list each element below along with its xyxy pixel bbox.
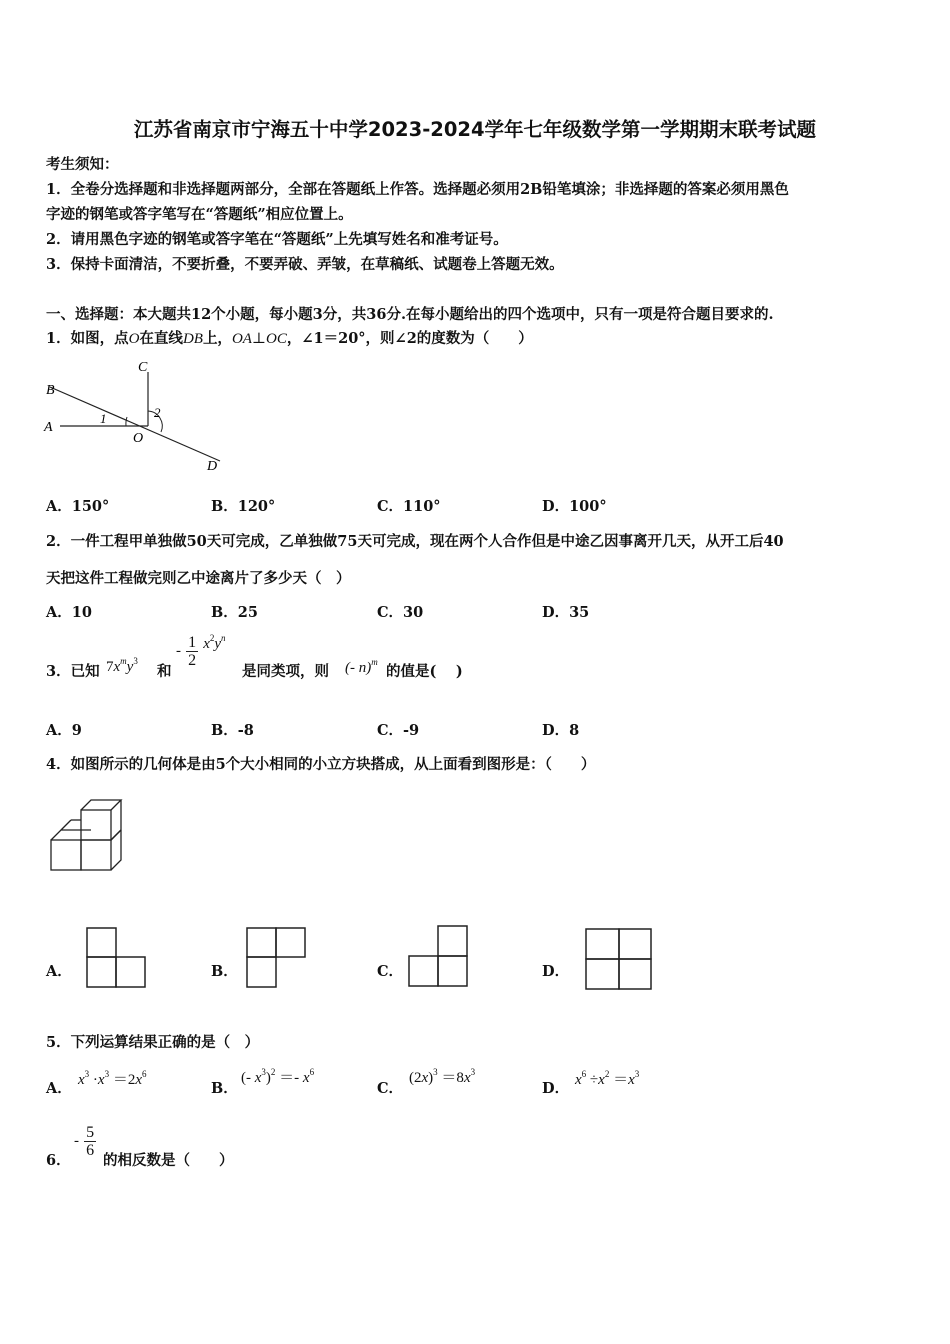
angle-label-2: 2	[154, 405, 161, 420]
q4-option-d-label[interactable]: D．	[542, 963, 570, 980]
q2-option-d[interactable]: D．35	[542, 604, 590, 621]
q5-option-c-expression[interactable]: $(2x)^3 =8x^3$	[409, 1067, 476, 1086]
q3-option-c[interactable]: C．-9	[377, 722, 420, 739]
q5-option-b-label[interactable]: B．	[211, 1080, 238, 1097]
angle-label-1: 1	[100, 411, 107, 426]
q2-option-b[interactable]: B．25	[211, 604, 258, 621]
label-A: A	[44, 420, 53, 435]
question-3-and: 和	[157, 663, 172, 680]
q4-option-b-figure[interactable]	[244, 925, 308, 991]
notice-item: 字迹的钢笔或答字笔写在“答题纸”相应位置上。	[46, 206, 353, 223]
label-O: O	[133, 431, 144, 446]
question-6-fraction: - $\frac{5}{6}$	[74, 1124, 95, 1159]
notice-heading: 考生须知：	[46, 156, 119, 173]
expression-3: (- n)$^m$	[345, 657, 378, 676]
q4-option-a-label[interactable]: A．	[46, 963, 72, 980]
q3-option-b[interactable]: B．-8	[211, 722, 254, 739]
label-D: D	[207, 459, 218, 474]
question-2-stem: 2．一件工程甲单独做50天可完成，乙单独做75天可完成，现在两个人合作但是中途乙因事离开几天，从开工后40	[46, 533, 784, 550]
q5-option-a-expression[interactable]: $x^3 \cdot x^3 =2x^6$	[78, 1069, 147, 1088]
page-title: 江苏省南京市宁海五十中学2023-2024学年七年级数学第一学期期末联考试题	[133, 118, 817, 141]
notice-item: 2．请用黑色字迹的钢笔或答字笔在“答题纸”上先填写姓名和准考证号。	[46, 231, 508, 248]
q1-option-d[interactable]: D．100°	[542, 498, 607, 515]
q3-option-a[interactable]: A．9	[46, 722, 82, 739]
q4-option-b-label[interactable]: B．	[211, 963, 238, 980]
cube-solid-figure	[46, 788, 136, 878]
question-2-stem-cont: 天把这件工程做完则乙中途离片了多少天（ ）	[46, 570, 351, 587]
notice-item: 1．全卷分选择题和非选择题两部分，全部在答题纸上作答。选择题必须用2B铅笔填涂；非选择题的答案必须用黑色	[46, 181, 789, 198]
q5-option-b-expression[interactable]: (- $x^3)^2 =- x^6$	[241, 1067, 315, 1086]
expression-2: - $\frac{1}{2}$ $x^2y^n$	[176, 633, 226, 669]
question-6-stem: 的相反数是（ ）	[103, 1152, 234, 1169]
label-C: C	[138, 360, 148, 375]
q5-option-c-label[interactable]: C．	[377, 1080, 404, 1097]
q1-option-c[interactable]: C．110°	[377, 498, 441, 515]
question-4-stem: 4．如图所示的几何体是由5个大小相同的小立方块搭成，从上面看到图形是：（ ）	[46, 756, 596, 773]
label-B: B	[46, 383, 55, 398]
q5-option-d-label[interactable]: D．	[542, 1080, 570, 1097]
question-3-prefix: 3．已知	[46, 663, 100, 680]
q4-option-a-figure[interactable]	[84, 925, 148, 991]
q4-option-c-figure[interactable]	[406, 923, 470, 989]
q5-option-d-expression[interactable]: $x^6 \div x^2 =x^3$	[575, 1069, 640, 1088]
question-3-suffix: 的值是( )	[386, 663, 463, 680]
q5-option-a-label[interactable]: A．	[46, 1080, 72, 1097]
q1-option-b[interactable]: B．120°	[211, 498, 276, 515]
q2-option-a[interactable]: A．10	[46, 604, 92, 621]
question-6-number: 6．	[46, 1152, 71, 1169]
expression-1: $7x^my^3$	[106, 656, 138, 675]
question-5-stem: 5．下列运算结果正确的是（ ）	[46, 1034, 260, 1051]
question-3-mid: 是同类项，则	[242, 663, 329, 680]
q4-option-d-figure[interactable]	[583, 926, 655, 992]
q3-option-d[interactable]: D．8	[542, 722, 580, 739]
angle-figure	[40, 354, 240, 478]
question-1-stem: 1．如图，点O在直线DB上，OA⊥OC，∠1＝20°，则∠2的度数为（ ）	[46, 330, 533, 347]
section-heading: 一、选择题：本大题共12个小题，每小题3分，共36分.在每小题给出的四个选项中，只有一项是符合题目要求的.	[46, 306, 774, 323]
q1-option-a[interactable]: A．150°	[46, 498, 110, 515]
q2-option-c[interactable]: C．30	[377, 604, 424, 621]
q4-option-c-label[interactable]: C．	[377, 963, 404, 980]
notice-item: 3．保持卡面清洁，不要折叠，不要弄破、弄皱，在草稿纸、试题卷上答题无效。	[46, 256, 564, 273]
